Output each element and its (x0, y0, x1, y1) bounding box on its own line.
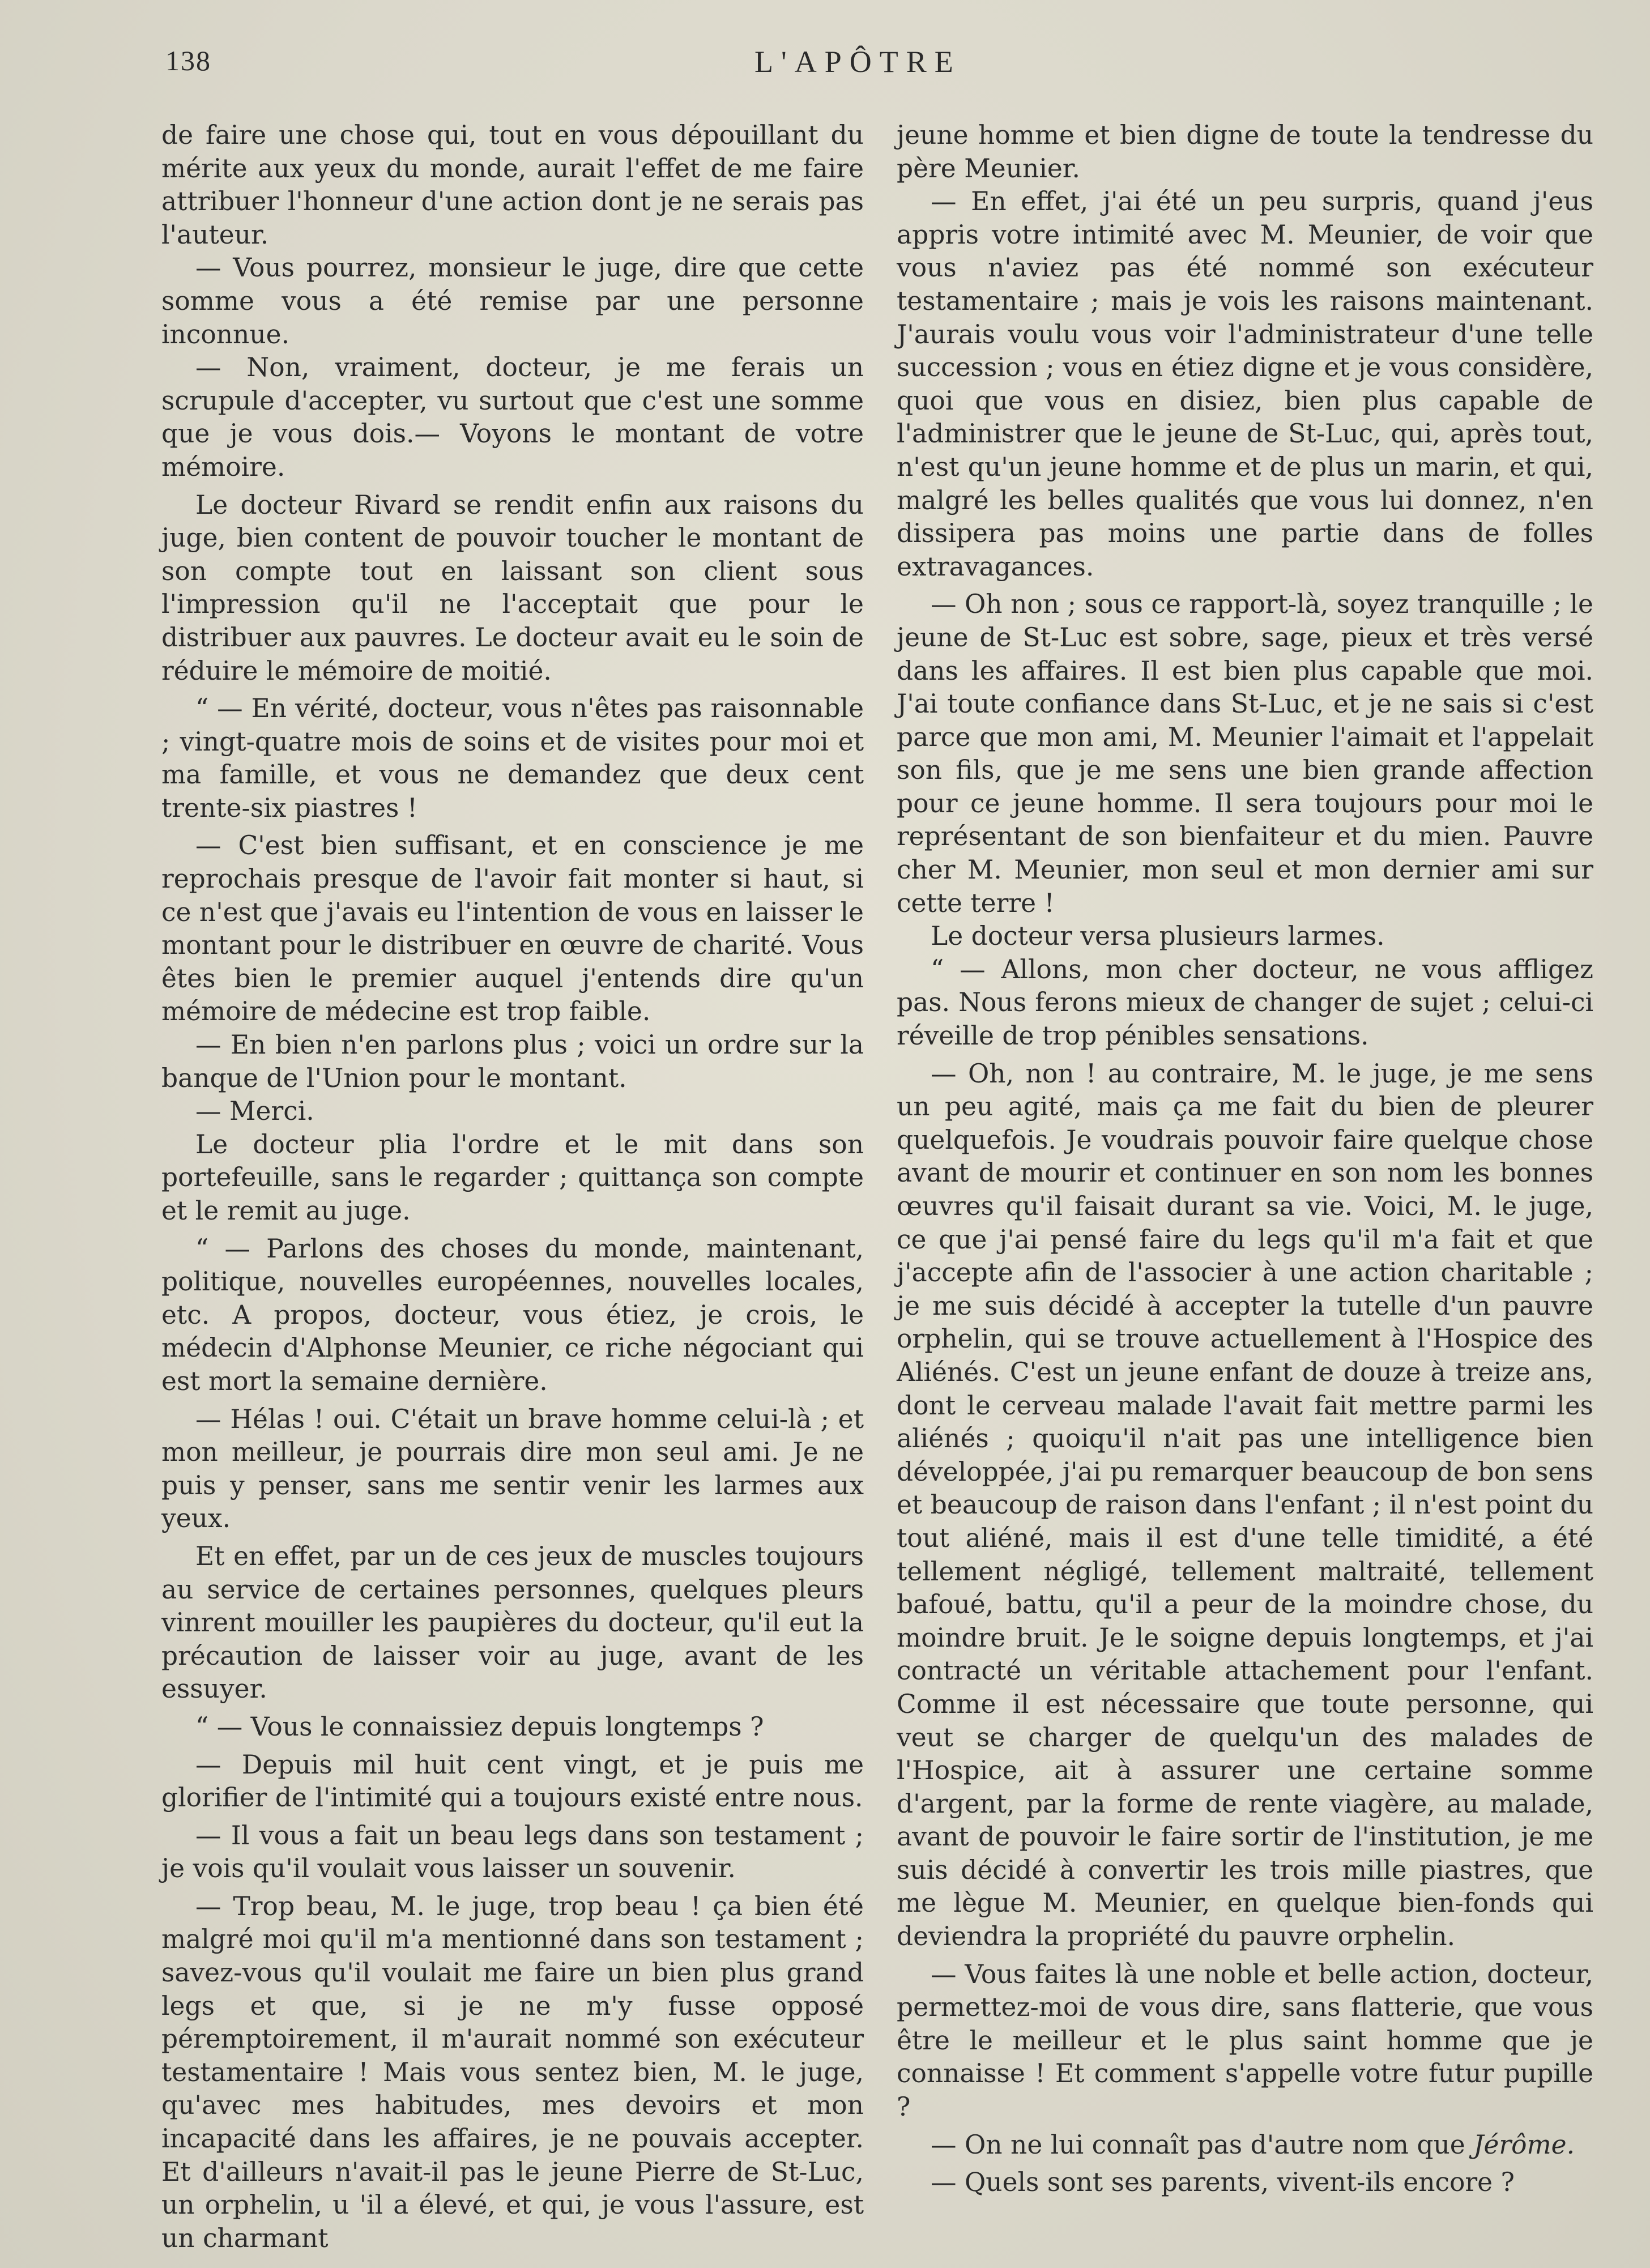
paragraph: “ — Parlons des choses du monde, maintenant, politique, nouvelles européennes, nouvelles locales, etc. A propos, docteur, vous étiez, je crois, le médecin d'Alphonse Meunier, ce riche négociant qui est mort la semaine dernière. (161, 1233, 864, 1396)
paragraph: “ — En vérité, docteur, vous n'êtes pas raisonnable ; vingt-quatre mois de soins et de visites pour moi et ma famille, et vous ne demandez que deux cent trente-six piastres ! (161, 693, 864, 823)
paragraph: Et en effet, par un de ces jeux de muscles toujours au service de certaines personnes, quelques pleurs vinrent mouiller les paupières du docteur, qu'il eut la précaution de laisser voir au juge, avant de les essuyer. (161, 1541, 864, 1704)
paragraph: — Oh, non ! au contraire, M. le juge, je me sens un peu agité, mais ça me fait du bien de pleurer quelquefois. Je voudrais pouvoir faire quelque chose avant de mourir et continuer en son nom les bonnes œuvres qu'il faisait durant sa vie. Voici, M. le juge, ce que j'ai pensé faire du legs qu'il m'a fait et que j'accepte afin de l'associer à une action charitable ; je me suis décidé à accepter la tutelle d'un pauvre orphelin, qui se trouve actuellement à l'Hospice des Aliénés. C'est un jeune enfant de douze à treize ans, dont le cerveau malade l'avait fait mettre parmi les aliénés ; quoiqu'il n'ait pas une intelligence bien développée, j'ai pu remarquer beaucoup de bon sens et beaucoup de raison dans l'enfant ; il n'est point du tout aliéné, mais il est d'une telle timidité, a été tellement négligé, tellement maltraité, tellement bafoué, battu, qu'il a peur de la moindre chose, du moindre bruit. Je le soigne depuis longtemps, et j'ai contracté un véritable attachement pour l'enfant. Comme il est nécessaire que toute personne, qui veut se charger de quelqu'un des malades de l'Hospice, ait à assurer une certaine somme d'argent, par la forme de rente viagère, au malade, avant de pouvoir le faire sortir de l'institution, je me suis décidé à convertir les trois mille piastres, que me lègue M. Meunier, en quelque bien-fonds qui deviendra la propriété du pauvre orphelin. (897, 1058, 1593, 1952)
paragraph: — Hélas ! oui. C'était un brave homme celui-là ; et mon meilleur, je pourrais dire mon seul ami. Je ne puis y penser, sans me sentir venir les larmes aux yeux. (161, 1404, 864, 1534)
paragraph: — Il vous a fait un beau legs dans son testament ; je vois qu'il voulait vous laisser un souvenir. (161, 1820, 864, 1884)
paragraph: Le docteur Rivard se rendit enfin aux raisons du juge, bien content de pouvoir toucher le montant de son compte tout en laissant son client sous l'impression qu'il ne l'acceptait que pour le distribuer aux pauvres. Le docteur avait eu le soin de réduire le mémoire de moitié. (161, 489, 864, 686)
right-column (897, 119, 1593, 2199)
paragraph: — En bien n'en parlons plus ; voici un ordre sur la banque de l'Union pour le montant. (161, 1030, 864, 1093)
paragraph: — Vous faites là une noble et belle action, docteur, permettez-moi de vous dire, sans flatterie, que vous être le meilleur et le plus saint homme que je connaisse ! Et comment s'appelle votre futur pupille ? (897, 1959, 1593, 2122)
paragraph: — Vous pourrez, monsieur le juge, dire que cette somme vous a été remise par une personne inconnue. (161, 253, 864, 349)
dialogue-text: — On ne lui connaît pas d'autre nom que (931, 2129, 1465, 2160)
paragraph: “ — Vous le connaissiez depuis longtemps ? (195, 1711, 764, 1742)
paragraph: — Non, vraiment, docteur, je me ferais un scrupule d'accepter, vu surtout que c'est une somme que je vous dois.— Voyons le montant de votre mémoire. (161, 352, 864, 482)
page-number: 138 (165, 45, 211, 76)
paragraph: — En effet, j'ai été un peu surpris, quand j'eus appris votre intimité avec M. Meunier, de voir que vous n'aviez pas été nommé son exécuteur testamentaire ; mais je vois les raisons maintenant. J'aurais voulu vous voir l'administrateur d'une telle succession ; vous en étiez digne et je vous considère, quoi que vous en disiez, bien plus capable de l'administrer que le jeune de St-Luc, qui, après tout, n'est qu'un jeune homme et de plus un marin, et qui, malgré les belles qualités que vous lui donnez, n'en dissipera pas moins une partie dans de folles extravagances. (897, 186, 1593, 582)
paragraph: — Depuis mil huit cent vingt, et je puis me glorifier de l'intimité qui a toujours existé entre nous. (161, 1749, 864, 1813)
paragraph: — Trop beau, M. le juge, trop beau ! ça bien été malgré moi qu'il m'a mentionné dans son testament ; savez-vous qu'il voulait me faire un bien plus grand legs et que, si je ne m'y fusse opposé péremptoirement, il m'aurait nommé son exécuteur testamentaire ! Mais vous sentez bien, M. le juge, qu'avec mes habitudes, mes devoirs et mon incapacité dans les affaires, je ne pouvais accepter. Et d'ailleurs n'avait-il pas le jeune Pierre de St-Luc, un orphelin, u 'il a élevé, et qui, je vous l'assure, est un charmant (161, 1891, 864, 2253)
paragraph: — Quels sont ses parents, vivent-ils encore ? (931, 2167, 1515, 2198)
paragraph: — C'est bien suffisant, et en conscience je me reprochais presque de l'avoir fait monter si haut, si ce n'est que j'avais eu l'intention de vous en laisser le montant pour le distribuer en œuvre de charité. Vous êtes bien le premier auquel j'entends dire qu'un mémoire de médecine est trop faible. (161, 830, 864, 1027)
name-jerome: Jérôme. (1473, 2129, 1575, 2160)
paragraph: — Oh non ; sous ce rapport-là, soyez tranquille ; le jeune de St-Luc est sobre, sage, pieux et très versé dans les affaires. Il est bien plus capable que moi. J'ai toute confiance dans St-Luc, et je ne sais si c'est parce que mon ami, M. Meunier l'aimait et l'appelait son fils, que je me sens une bien grande affection pour ce jeune homme. Il sera toujours pour moi le représentant de son bienfaiteur et du mien. Pauvre cher M. Meunier, mon seul et mon dernier ami sur cette terre ! (897, 589, 1593, 918)
left-column (161, 119, 864, 2255)
paragraph: de faire une chose qui, tout en vous dépouillant du mérite aux yeux du monde, aurait l'effet de me faire attribuer l'honneur d'une action dont je ne serais pas l'auteur. (161, 120, 864, 250)
paragraph: “ — Allons, mon cher docteur, ne vous affligez pas. Nous ferons mieux de changer de sujet ; celui-ci réveille de trop pénibles sensations. (897, 954, 1593, 1051)
running-title: L'APÔTRE (754, 45, 961, 79)
page-header (165, 40, 1588, 85)
paragraph: — Merci. (195, 1096, 314, 1127)
paragraph (897, 2129, 1593, 2162)
paragraph: Le docteur versa plusieurs larmes. (931, 921, 1385, 952)
paragraph: Le docteur plia l'ordre et le mit dans son portefeuille, sans le regarder ; quittança son compte et le remit au juge. (161, 1129, 864, 1226)
paragraph: jeune homme et bien digne de toute la tendresse du père Meunier. (897, 120, 1593, 184)
